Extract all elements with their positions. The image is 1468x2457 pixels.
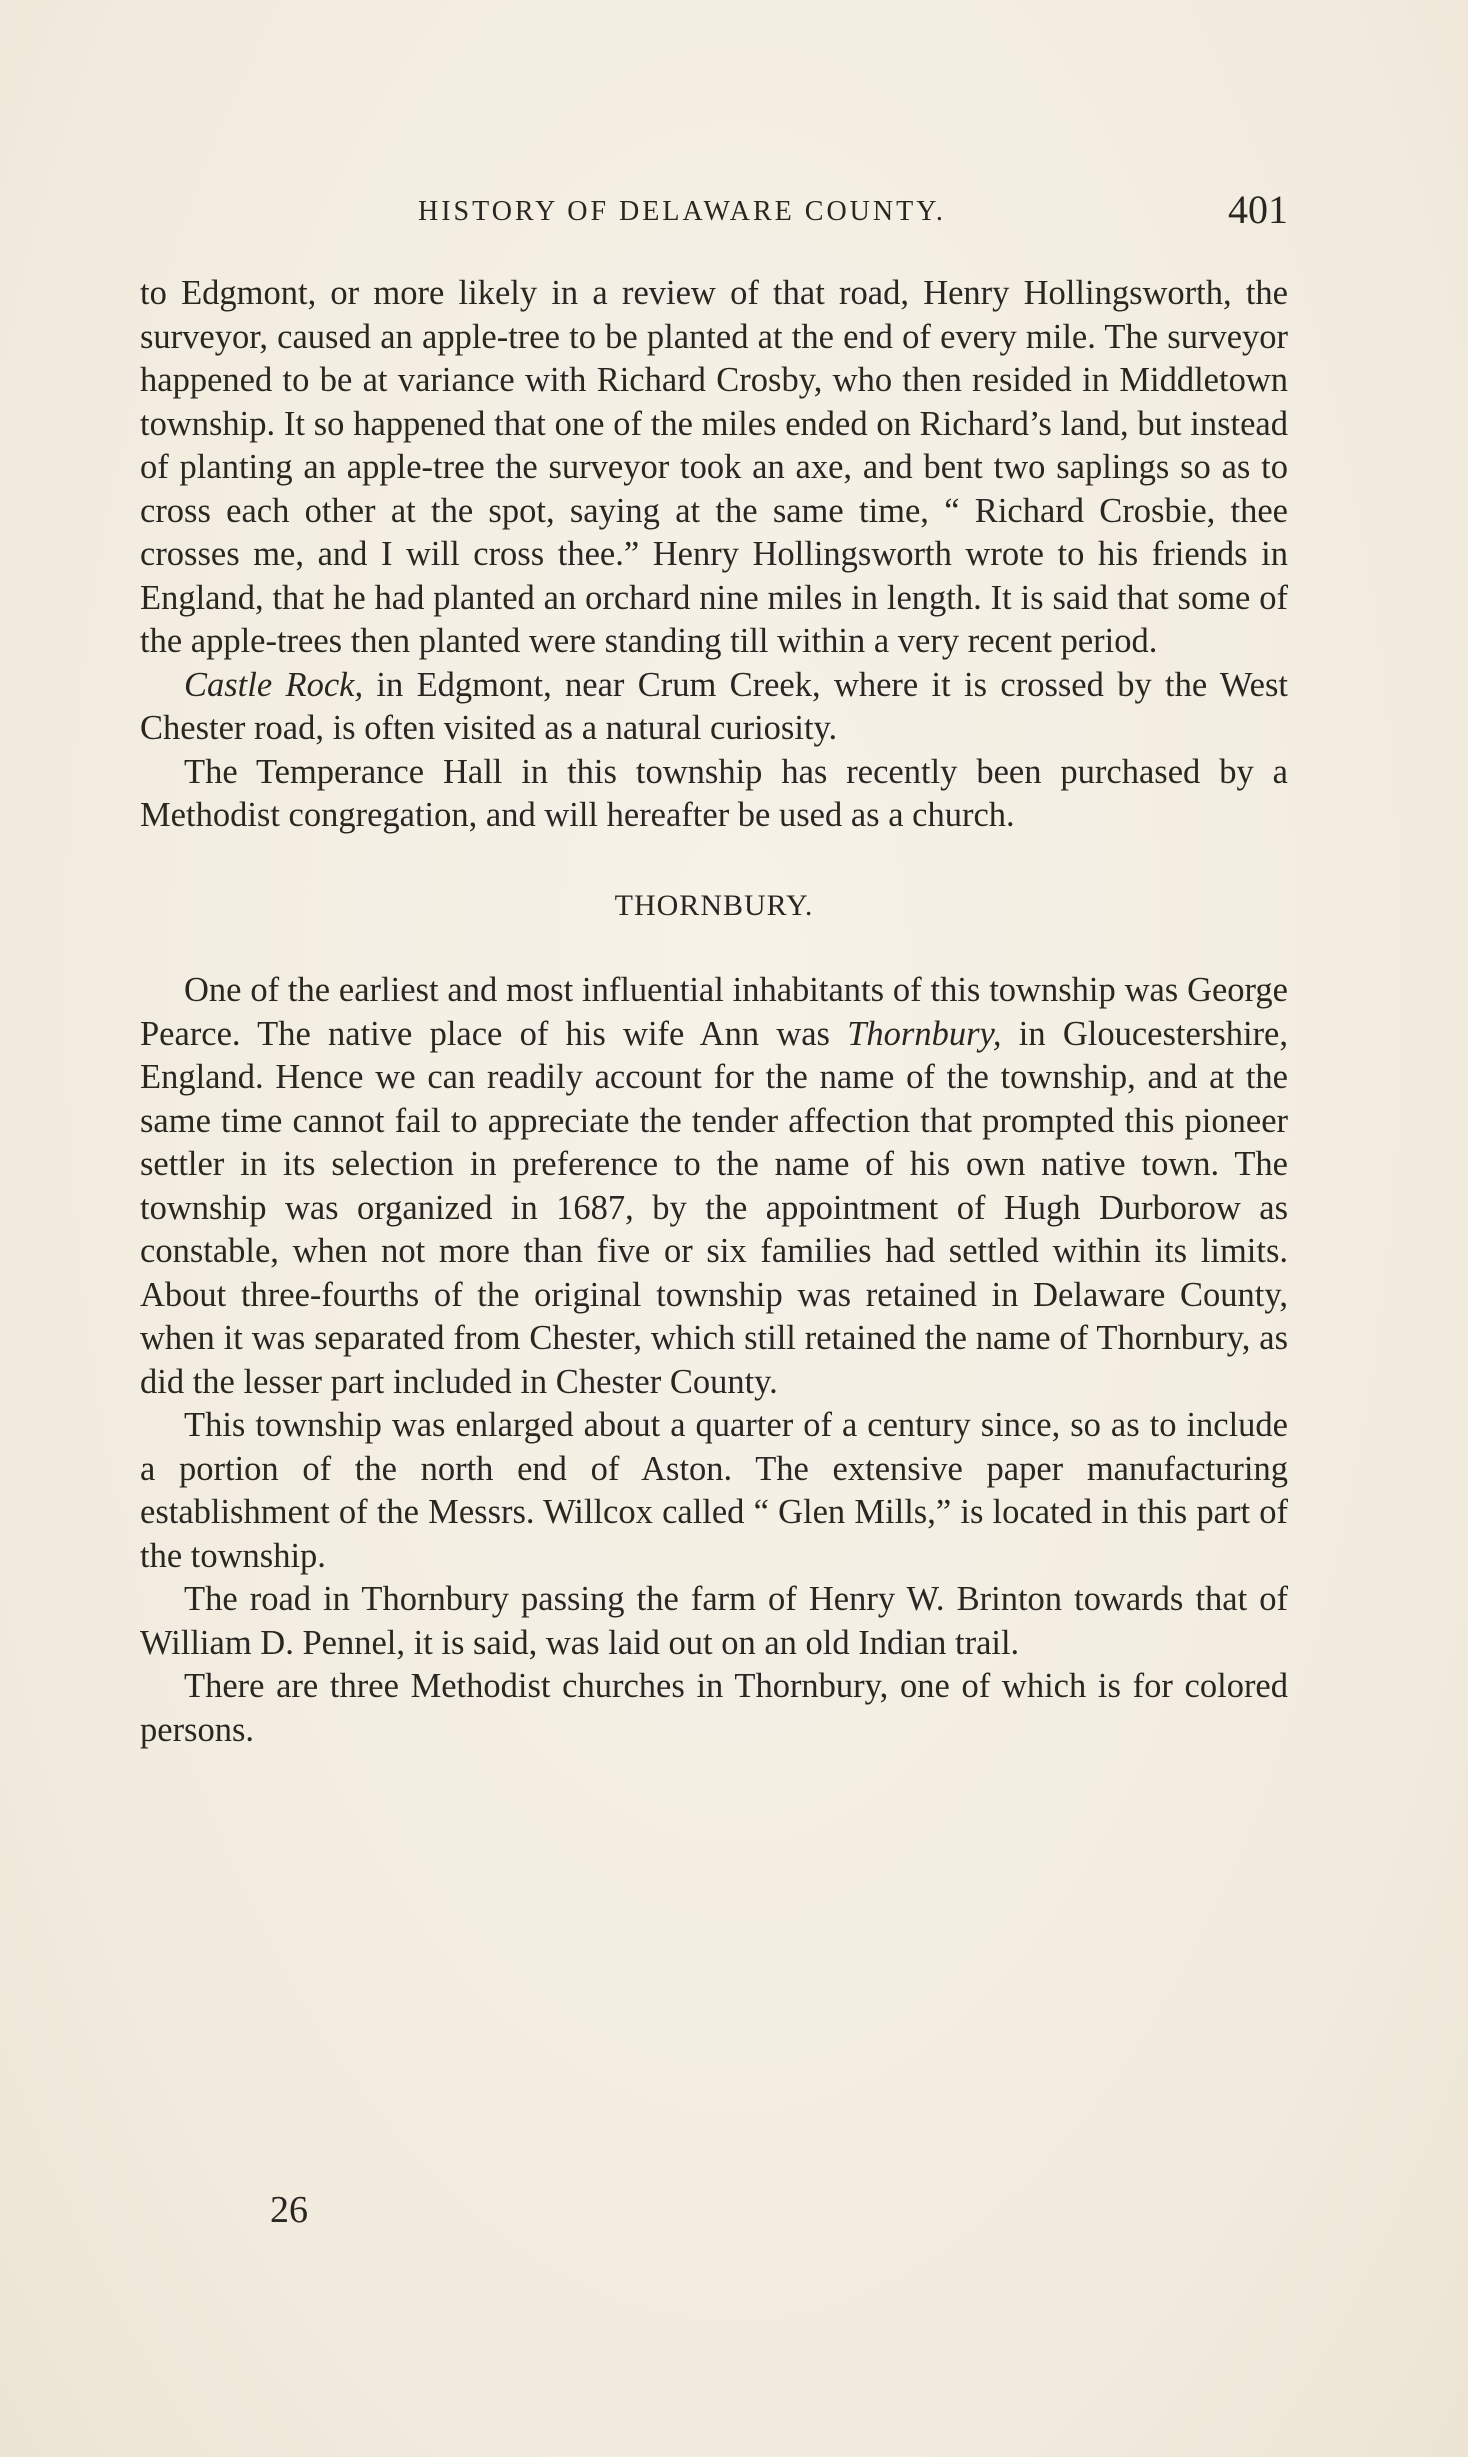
- temperance-hall-text: The Temperance Hall in this township has recently been purchased by a Methodist congregation, and will hereafter be used as a church.: [140, 752, 1288, 834]
- paragraph-castle-rock: [140, 664, 1288, 751]
- george-pearce-text-a: One of the earliest and most influential inhabitants of this township was George Pearce. The native place of his wife Ann was: [140, 971, 1288, 1053]
- methodist-churches-text: There are three Methodist churches in Thornbury, one of which is for colored persons.: [140, 1667, 1288, 1749]
- castle-rock-text: in Edgmont, near Crum Creek, where it is crossed by the West Chester road, is often visited as a natural curiosity.: [140, 665, 1288, 747]
- paragraph-indian-trail: [140, 1578, 1288, 1665]
- township-enlarged-text: This township was enlarged about a quarter of a century since, so as to include a portion of the north end of Aston. The extensive paper manufacturing establishment of the Messrs. Willcox called “ Glen Mills,” is located in this part of the township.: [140, 1406, 1288, 1575]
- section-title-thornbury: THORNBURY.: [614, 888, 814, 922]
- george-pearce-text-b: in Gloucestershire, England. Hence we can readily account for the name of the township, and at the same time cannot fail to appreciate the tender affection that prompted this pioneer settler in its selection in preference to the name of his own native town. The township was organized in 1687, by the appointment of Hugh Durborow as constable, when not more than five or six families had settled within its limits. About three-fourths of the original township was retained in Delaware County, when it was separated from Chester, which still retained the name of Thornbury, as did the lesser part included in Chester County.: [140, 1014, 1288, 1401]
- castle-rock-italic: Castle Rock,: [184, 665, 364, 704]
- paragraph-township-enlarged: [140, 1404, 1288, 1578]
- signature-mark: 26: [270, 2189, 308, 2231]
- paragraph-apple-trees: [140, 272, 1288, 664]
- running-head: HISTORY OF DELAWARE COUNTY.: [418, 196, 946, 227]
- thornbury-italic: Thornbury,: [847, 1014, 1002, 1053]
- paragraph-temperance-hall: [140, 751, 1288, 838]
- indian-trail-text: The road in Thornbury passing the farm of Henry W. Brinton towards that of William D. Pennel, it is said, was laid out on an old Indian trail.: [140, 1580, 1288, 1662]
- paragraph-george-pearce: [140, 969, 1288, 1404]
- page-header: [140, 186, 1288, 234]
- paragraph-methodist-churches: [140, 1665, 1288, 1752]
- paragraph-apple-trees-text: to Edgmont, or more likely in a review of that road, Henry Hollingsworth, the surveyor, caused an apple-tree to be planted at the end of every mile. The surveyor happened to be at variance with Richard Crosby, who then resided in Middletown township. It so happened that one of the miles ended on Richard’s land, but instead of planting an apple-tree the surveyor took an axe, and bent two saplings so as to cross each other at the spot, saying at the same time, “ Richard Crosbie, thee crosses me, and I will cross thee.” Henry Hollingsworth wrote to his friends in England, that he had planted an orchard nine miles in length. It is said that some of the apple-trees then planted were standing till within a very recent period.: [140, 274, 1288, 660]
- page-body: [140, 272, 1288, 1752]
- page-number: 401: [1228, 187, 1288, 232]
